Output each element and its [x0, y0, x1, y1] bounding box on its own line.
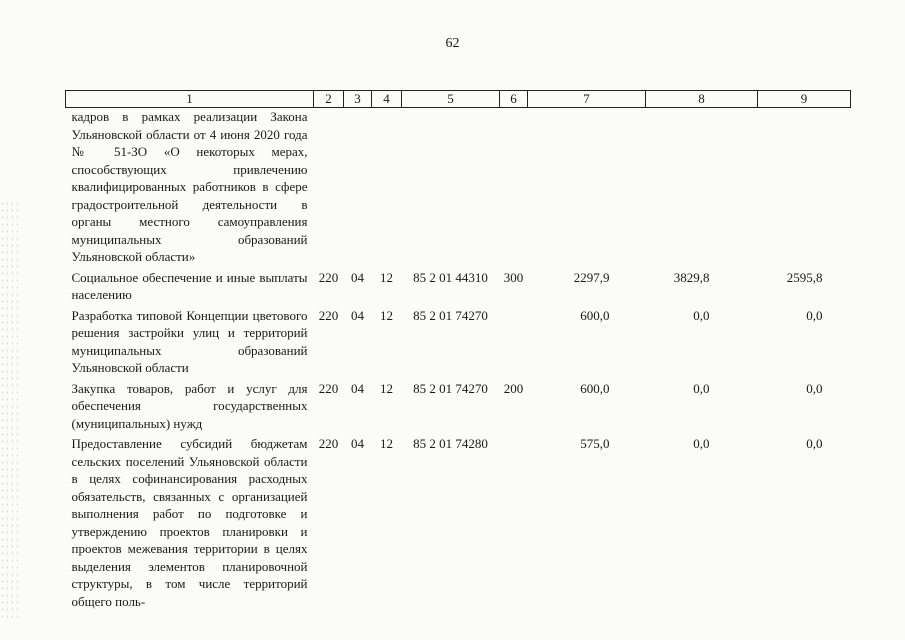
cell-amount-2	[646, 108, 758, 269]
row-name: Разработка типовой Концепции цветового решения застройки улиц и территорий муниципальных образований Ульяновской области	[71, 307, 308, 375]
cell-amount-2: 0,0	[693, 307, 710, 323]
cell-target-article: 85 2 01 74280	[413, 436, 488, 451]
cell-admin-code: 220	[318, 380, 339, 396]
cell-amount-1: 2297,9	[573, 269, 610, 285]
header-cell: 7	[528, 91, 646, 108]
table-row	[66, 380, 851, 436]
budget-table	[65, 90, 851, 613]
header-cell: 1	[66, 91, 314, 108]
cell-amount-1	[528, 108, 646, 269]
cell-target-article: 85 2 01 44310	[413, 269, 488, 285]
cell-amount-2: 0,0	[693, 436, 710, 451]
cell-section: 04	[351, 436, 364, 451]
row-name: кадров в рамках реализации Закона Ульяновской области от 4 июня 2020 года № 51-ЗО «О некоторых мерах, способствующих привлечению квалифицированных работников в сфере градостроительной деятельности в органы местного самоуправления муниципальных образований Ульяновской области»	[71, 109, 308, 264]
header-cell: 6	[500, 91, 528, 108]
header-cell: 4	[372, 91, 402, 108]
cell-amount-1: 575,0	[580, 436, 610, 451]
cell-amount-1: 600,0	[580, 307, 610, 323]
cell-expense-type	[500, 307, 528, 380]
cell-amount-2: 3829,8	[673, 269, 710, 285]
cell-subsection	[372, 108, 402, 269]
header-row	[66, 91, 851, 108]
cell-admin-code	[314, 108, 344, 269]
header-cell: 5	[402, 91, 500, 108]
cell-admin-code: 220	[318, 436, 339, 451]
cell-target-article: 85 2 01 74270	[413, 307, 488, 323]
scan-edge-noise	[0, 200, 20, 620]
cell-target-article	[402, 108, 500, 269]
cell-expense-type: 300	[503, 269, 524, 285]
cell-amount-3: 0,0	[806, 436, 823, 451]
table-row	[66, 307, 851, 380]
cell-expense-type	[500, 435, 528, 613]
cell-amount-3: 0,0	[806, 307, 823, 323]
cell-amount-2: 0,0	[693, 380, 710, 396]
row-name: Предоставление субсидий бюджетам сельских поселений Ульяновской области в целях софинансирования расходных обязательств, связанных с организацией выполнения работ по подготовке и утверждению проектов планировки и проектов межевания территории в целях выделения элементов планировочной структуры, в том числе территорий общего поль-	[71, 436, 308, 609]
table-row	[66, 108, 851, 269]
row-name: Социальное обеспечение и иные выплаты населению	[71, 269, 308, 302]
table-row	[66, 269, 851, 307]
table-row	[66, 435, 851, 613]
cell-amount-3: 2595,8	[786, 269, 823, 285]
cell-expense-type	[500, 108, 528, 269]
cell-admin-code: 220	[318, 269, 339, 285]
header-cell: 9	[758, 91, 851, 108]
cell-subsection: 12	[380, 380, 393, 396]
row-name: Закупка товаров, работ и услуг для обеспечения государственных (муниципальных) нужд	[71, 380, 308, 431]
cell-section: 04	[351, 380, 364, 396]
cell-admin-code: 220	[318, 307, 339, 323]
cell-expense-type: 200	[503, 380, 524, 396]
cell-subsection: 12	[380, 307, 393, 323]
cell-subsection: 12	[380, 436, 393, 451]
cell-section	[344, 108, 372, 269]
cell-amount-1: 600,0	[580, 380, 610, 396]
cell-amount-3: 0,0	[806, 380, 823, 396]
cell-target-article: 85 2 01 74270	[413, 380, 488, 396]
header-cell: 3	[344, 91, 372, 108]
cell-section: 04	[351, 269, 364, 285]
cell-amount-3	[758, 108, 851, 269]
cell-section: 04	[351, 307, 364, 323]
page-number: 62	[445, 36, 460, 51]
scan-bottom-noise	[0, 632, 905, 634]
header-cell: 2	[314, 91, 344, 108]
header-cell: 8	[646, 91, 758, 108]
cell-subsection: 12	[380, 269, 393, 285]
